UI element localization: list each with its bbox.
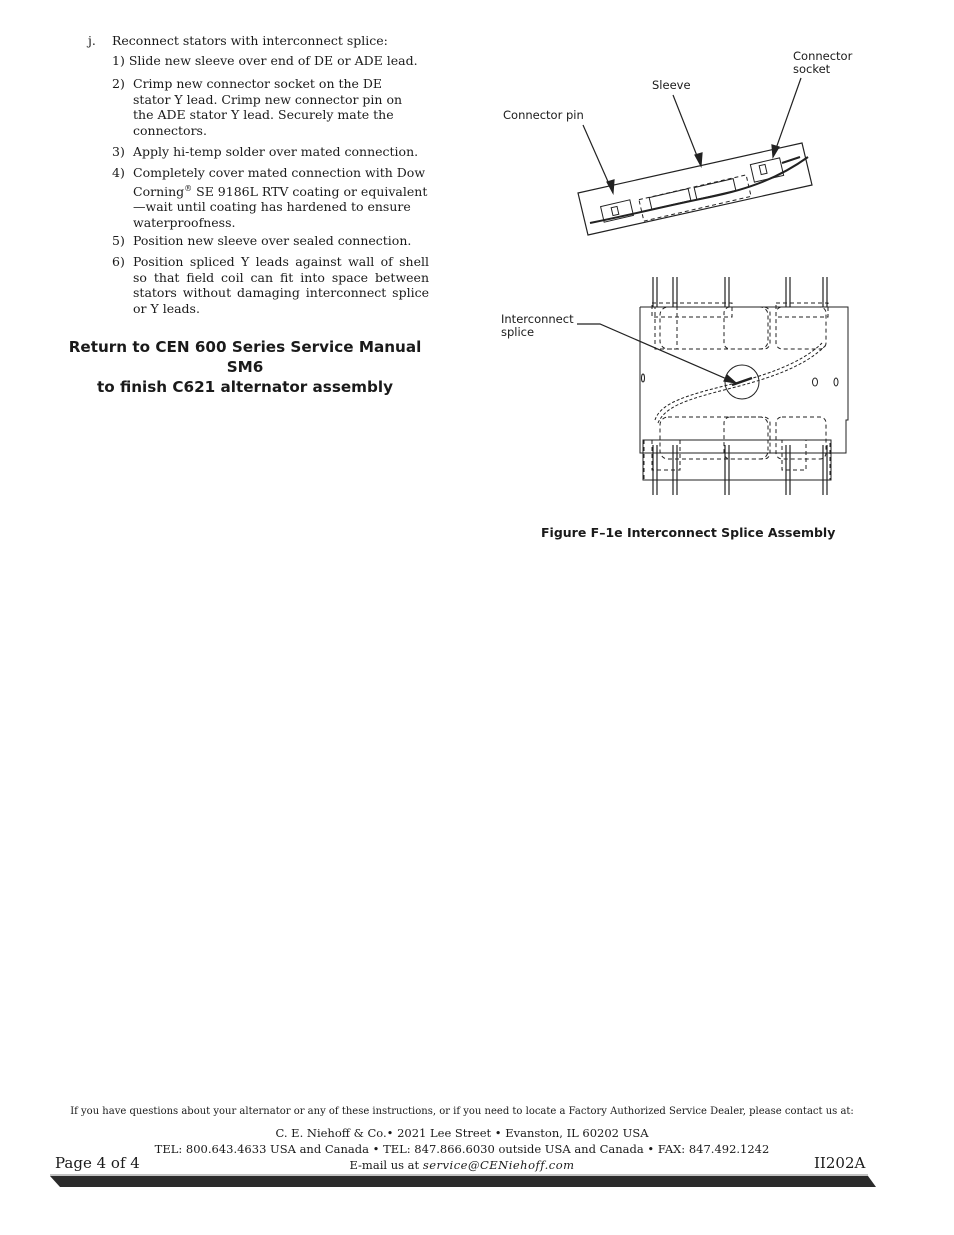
email-link[interactable]: service@CENiehoff.com (422, 1158, 575, 1172)
stator-assembly (640, 277, 848, 495)
callout-text: Interconnect (501, 312, 574, 326)
footer-email-line (100, 1158, 824, 1174)
item-text: Position new sleeve over sealed connection. (133, 233, 412, 248)
step-heading (88, 33, 388, 48)
instruction-item-5 (112, 233, 442, 249)
item-number: 5) (112, 233, 125, 248)
footer-rule-bar (50, 1174, 876, 1188)
item-number: 6) (112, 254, 125, 269)
callout-sleeve: Sleeve (652, 78, 691, 92)
callout-leader-bottom (577, 324, 736, 383)
page-number: Page 4 of 4 (55, 1154, 140, 1172)
interconnect-splice-figure (490, 45, 880, 495)
return-note-line-1: Return to CEN 600 Series Service Manual SM6 (68, 338, 422, 376)
callout-connector-socket (793, 50, 852, 76)
callout-text: Connector (793, 49, 853, 63)
item-number: 4) (112, 165, 125, 180)
instruction-item-3 (112, 144, 442, 160)
item-number: 3) (112, 144, 125, 159)
item-text (133, 165, 433, 230)
footer-contact-note: If you have questions about your alternator or any of these instructions, or if you need to locate a Factory Authorized Service Dealer, please contact us at: (70, 1106, 854, 1117)
return-note (50, 337, 440, 397)
footer-address: C. E. Niehoff & Co.• 2021 Lee Street • Evanston, IL 60202 USA (275, 1126, 649, 1140)
item-text-part: SE 9186L RTV coating or equivalent—wait until coating has hardened to ensure waterproofness. (133, 183, 428, 230)
return-note-line-2: to finish C621 alternator assembly (96, 378, 393, 396)
callout-text: splice (501, 325, 535, 339)
instruction-item-6 (112, 254, 442, 316)
item-number: 2) (112, 76, 125, 91)
item-text-part: Completely cover mated connection with Dow Corning (133, 165, 426, 199)
item-text: Crimp new connector socket on the DE stator Y lead. Crimp new connector pin on the ADE stator Y lead. Securely mate the connectors. (133, 76, 403, 138)
callout-leaders-top (583, 78, 801, 193)
callout-connector-pin: Connector pin (503, 108, 584, 122)
footer-phones: TEL: 800.643.4633 USA and Canada • TEL: 847.866.6030 outside USA and Canada • FAX: 847.492.1242 (154, 1142, 770, 1156)
instruction-item-2 (112, 76, 442, 138)
step-letter: j. (88, 33, 96, 48)
item-text: Slide new sleeve over end of DE or ADE lead. (128, 53, 418, 68)
email-prefix: E-mail us at (349, 1158, 423, 1172)
figure-caption: Figure F–1e Interconnect Splice Assembly (541, 525, 836, 540)
item-number: 1) (112, 53, 125, 68)
callout-text: socket (793, 62, 831, 76)
callout-interconnect-splice (501, 313, 574, 339)
item-text: Apply hi-temp solder over mated connection. (133, 144, 419, 159)
document-id: II202A (814, 1154, 866, 1172)
registered-mark: ® (184, 183, 193, 193)
instruction-item-4 (112, 165, 442, 230)
step-title: Reconnect stators with interconnect splice: (112, 33, 388, 48)
item-text: Position spliced Y leads against wall of shell so that field coil can fit into space between stators without damaging interconnect splice or Y leads. (133, 254, 429, 316)
instruction-item-1 (112, 53, 442, 69)
